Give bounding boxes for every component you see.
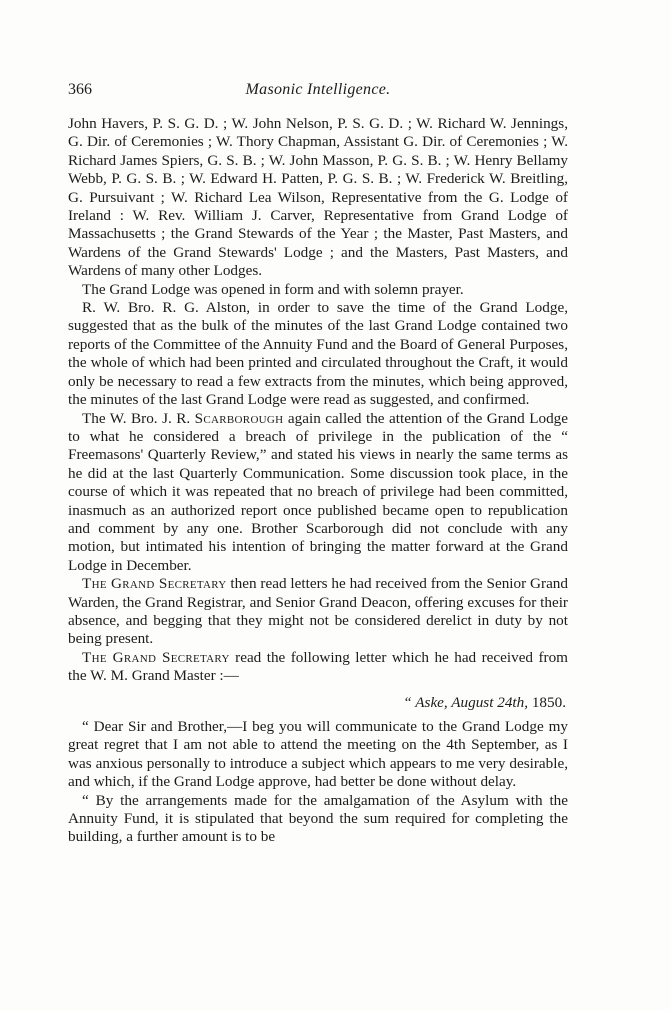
dateline-year: 1850. — [531, 693, 566, 711]
paragraph-opening: The Grand Lodge was opened in form and with solemn prayer. — [82, 280, 464, 298]
p4-start: The W. Bro. J. R. — [82, 409, 191, 427]
paragraph-letter-1: “ Dear Sir and Brother,—I beg you will communicate to the Grand Lodge my great regret that I am not able to attend the meeting on the 4th September, as I was anxious personally to introduce a subject which appears to me very desirable, and which, if the Grand Lodge approve, had better be done without delay. — [68, 718, 568, 791]
p6-rest: read the following letter which he had received from the W. M. Grand Master :— — [68, 648, 568, 685]
grand-secretary-title: The Grand Secretary — [82, 575, 227, 593]
body-text — [68, 115, 568, 847]
grand-secretary-title-2: The Grand Secretary — [82, 648, 230, 666]
page-header — [68, 81, 568, 105]
running-title: Masonic Intelligence. — [245, 81, 391, 98]
p4-rest: again called the attention of the Grand Lodge to what he considered a breach of privilege in the publication of the “ Freemasons' Quarterly Review,” and stated his views in nearly the same terms as he did at the last Quarterly Communication. Some discussion took place, in the course of which it was repeated that no breach of privilege had been committed, inasmuch as an authorized report once published became open to republication and comment by any one. Brother Scarborough did not conclude with any motion, but intimated his intention of bringing the matter forward at the Grand Lodge in December. — [68, 409, 569, 574]
name-scarborough: Scarborough — [194, 409, 284, 427]
paragraph-grand-secretary-letters — [68, 575, 568, 649]
p5-rest: then read letters he had received from the Senior Grand Warden, the Grand Registrar, and Senior Grand Deacon, offering excuses for their absence, and begging that they might not be considered derelict in duty by not being present. — [68, 575, 568, 648]
paragraph-scarborough — [68, 410, 568, 576]
dateline-place-date: “ Aske, August 24th, — [403, 693, 529, 711]
paragraph-grand-secretary-read — [68, 649, 568, 686]
page-number: 366 — [68, 81, 92, 98]
letter-dateline — [68, 694, 566, 712]
paragraph-alston: R. W. Bro. R. G. Alston, in order to save the time of the Grand Lodge, suggested that as the bulk of the minutes of the last Grand Lodge contained two reports of the Committee of the Annuity Fund and the Board of General Purposes, the whole of which had been printed and circulated throughout the Craft, it would only be necessary to read a few extracts from the minutes, which being approved, the minutes of the last Grand Lodge were read as suggested, and confirmed. — [68, 299, 568, 409]
paragraph-attendees: John Havers, P. S. G. D. ; W. John Nelson, P. S. G. D. ; W. Richard W. Jennings, G. Dir. of Ceremonies ; W. Thory Chapman, Assistant G. Dir. of Ceremonies ; W. Richard James Spiers, G. S. B. ; W. John Masson, P. G. S. B. ; W. Henry Bellamy Webb, P. G. S. B. ; W. Edward H. Patten, P. G. S. B. ; W. Frederick W. Breitling, G. Pursuivant ; W. Richard Lea Wilson, Representative from the G. Lodge of Ireland : W. Rev. William J. Carver, Representative from Grand Lodge of Massachusetts ; the Grand Stewards of the Year ; the Master, Past Masters, and Wardens of the Grand Stewards' Lodge ; and the Masters, Past Masters, and Wardens of many other Lodges. — [68, 115, 568, 280]
paragraph-letter-2: “ By the arrangements made for the amalgamation of the Asylum with the Annuity Fund, it is stipulated that beyond the sum required for completing the building, a further amount is to be — [68, 791, 568, 846]
